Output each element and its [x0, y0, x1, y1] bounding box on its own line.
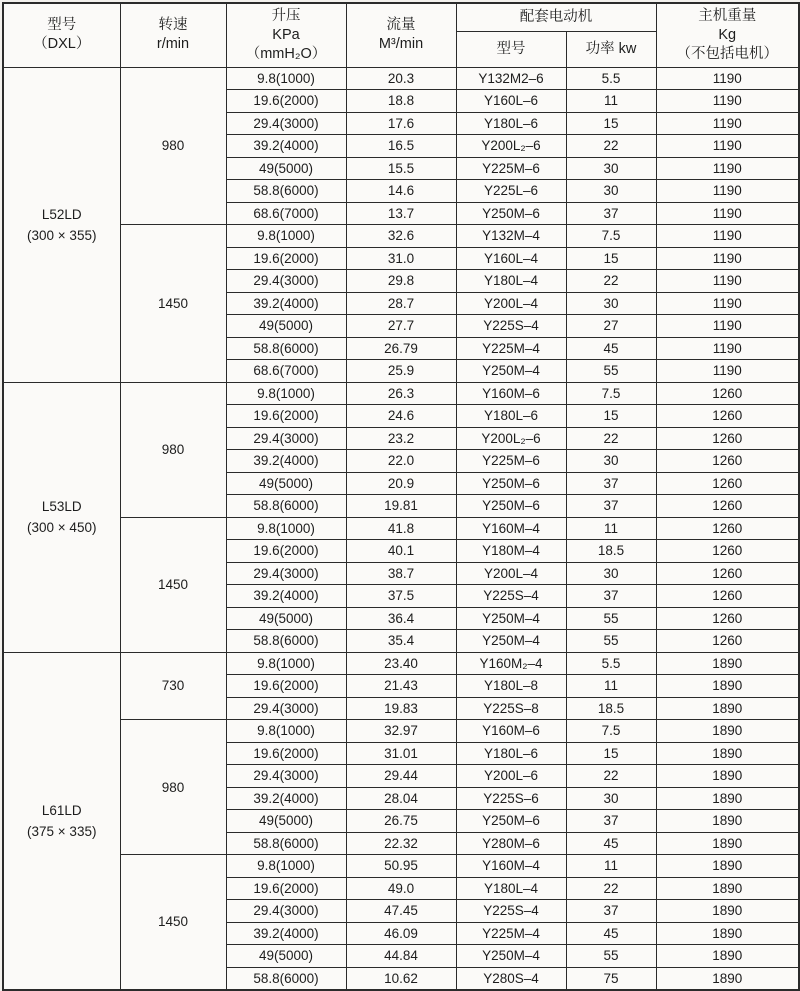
- motor-power-cell: 37: [566, 472, 656, 495]
- pressure-cell: 39.2(4000): [226, 922, 346, 945]
- speed-cell: 730: [120, 652, 226, 720]
- motor-power-cell: 22: [566, 427, 656, 450]
- pressure-cell: 19.6(2000): [226, 90, 346, 113]
- pressure-cell: 49(5000): [226, 472, 346, 495]
- motor-power-cell: 5.5: [566, 67, 656, 90]
- col-header-pressure: [226, 3, 346, 67]
- col-header-flow-line1: 流量: [386, 17, 416, 34]
- motor-power-cell: 37: [566, 202, 656, 225]
- weight-cell: 1890: [656, 922, 799, 945]
- speed-cell: 1450: [120, 225, 226, 383]
- motor-model-cell: Y225S–4: [456, 900, 566, 923]
- weight-cell: 1890: [656, 742, 799, 765]
- motor-model-cell: Y180L–6: [456, 112, 566, 135]
- motor-power-cell: 55: [566, 607, 656, 630]
- motor-power-cell: 55: [566, 360, 656, 383]
- weight-cell: 1190: [656, 202, 799, 225]
- col-header-speed: [120, 3, 226, 67]
- weight-cell: 1190: [656, 337, 799, 360]
- speed-cell: 980: [120, 382, 226, 517]
- motor-power-cell: 75: [566, 967, 656, 990]
- weight-cell: 1890: [656, 652, 799, 675]
- motor-power-cell: 30: [566, 450, 656, 473]
- pressure-cell: 39.2(4000): [226, 292, 346, 315]
- motor-power-cell: 55: [566, 630, 656, 653]
- flow-cell: 35.4: [346, 630, 456, 653]
- table-row: [3, 225, 799, 248]
- motor-power-cell: 45: [566, 922, 656, 945]
- weight-cell: 1890: [656, 945, 799, 968]
- pressure-cell: 19.6(2000): [226, 675, 346, 698]
- weight-cell: 1890: [656, 720, 799, 743]
- flow-cell: 13.7: [346, 202, 456, 225]
- motor-model-cell: Y225S–8: [456, 697, 566, 720]
- table-row: [3, 652, 799, 675]
- model-name: L52LD: [41, 206, 82, 222]
- motor-power-cell: 45: [566, 832, 656, 855]
- table-row: [3, 517, 799, 540]
- weight-cell: 1190: [656, 157, 799, 180]
- pressure-cell: 49(5000): [226, 810, 346, 833]
- motor-model-cell: Y250M–4: [456, 607, 566, 630]
- weight-cell: 1190: [656, 90, 799, 113]
- motor-model-cell: Y160M–6: [456, 720, 566, 743]
- motor-model-cell: Y225S–6: [456, 787, 566, 810]
- flow-cell: 28.7: [346, 292, 456, 315]
- weight-cell: 1190: [656, 292, 799, 315]
- motor-power-cell: 7.5: [566, 720, 656, 743]
- weight-cell: 1190: [656, 135, 799, 158]
- weight-cell: 1190: [656, 67, 799, 90]
- pressure-cell: 19.6(2000): [226, 877, 346, 900]
- motor-model-cell: Y180L–4: [456, 877, 566, 900]
- motor-model-cell: Y200L–4: [456, 292, 566, 315]
- flow-cell: 14.6: [346, 180, 456, 203]
- weight-cell: 1260: [656, 517, 799, 540]
- table-row: [3, 67, 799, 90]
- flow-cell: 24.6: [346, 405, 456, 428]
- flow-cell: 25.9: [346, 360, 456, 383]
- table-row: [3, 855, 799, 878]
- pressure-cell: 29.4(3000): [226, 697, 346, 720]
- motor-model-cell: Y200L–4: [456, 562, 566, 585]
- motor-model-cell: Y280S–4: [456, 967, 566, 990]
- flow-cell: 44.84: [346, 945, 456, 968]
- motor-model-cell: Y225M–6: [456, 450, 566, 473]
- weight-cell: 1190: [656, 315, 799, 338]
- pressure-cell: 68.6(7000): [226, 202, 346, 225]
- weight-cell: 1260: [656, 630, 799, 653]
- col-header-pressure-line1: 升压: [271, 7, 301, 24]
- pressure-cell: 9.8(1000): [226, 720, 346, 743]
- motor-model-cell: Y180L–6: [456, 742, 566, 765]
- table-row: [3, 720, 799, 743]
- motor-power-cell: 30: [566, 180, 656, 203]
- motor-model-cell: Y250M–4: [456, 360, 566, 383]
- flow-cell: 22.0: [346, 450, 456, 473]
- weight-cell: 1260: [656, 382, 799, 405]
- weight-cell: 1890: [656, 967, 799, 990]
- col-header-weight-line2: Kg: [718, 26, 737, 43]
- flow-cell: 29.8: [346, 270, 456, 293]
- motor-power-cell: 55: [566, 945, 656, 968]
- motor-model-cell: Y180L–6: [456, 405, 566, 428]
- pressure-cell: 19.6(2000): [226, 247, 346, 270]
- flow-cell: 17.6: [346, 112, 456, 135]
- motor-model-cell: Y200L₂–6: [456, 135, 566, 158]
- weight-cell: 1260: [656, 450, 799, 473]
- motor-model-cell: Y160M–6: [456, 382, 566, 405]
- motor-power-cell: 37: [566, 810, 656, 833]
- pressure-cell: 68.6(7000): [226, 360, 346, 383]
- motor-power-cell: 30: [566, 157, 656, 180]
- flow-cell: 32.6: [346, 225, 456, 248]
- flow-cell: 32.97: [346, 720, 456, 743]
- motor-power-cell: 22: [566, 765, 656, 788]
- weight-cell: 1190: [656, 112, 799, 135]
- motor-power-cell: 11: [566, 675, 656, 698]
- flow-cell: 26.75: [346, 810, 456, 833]
- flow-cell: 19.81: [346, 495, 456, 518]
- flow-cell: 27.7: [346, 315, 456, 338]
- weight-cell: 1890: [656, 787, 799, 810]
- motor-model-cell: Y160L–4: [456, 247, 566, 270]
- motor-power-cell: 22: [566, 270, 656, 293]
- model-name: L53LD: [41, 499, 82, 514]
- motor-power-cell: 15: [566, 742, 656, 765]
- col-header-model-line2: （DXL）: [33, 36, 91, 53]
- weight-cell: 1190: [656, 180, 799, 203]
- pressure-cell: 58.8(6000): [226, 495, 346, 518]
- model-cell: [3, 382, 120, 652]
- pressure-cell: 19.6(2000): [226, 742, 346, 765]
- col-header-speed-line2: r/min: [156, 36, 190, 53]
- pressure-cell: 29.4(3000): [226, 765, 346, 788]
- speed-cell: 1450: [120, 855, 226, 990]
- pressure-cell: 29.4(3000): [226, 427, 346, 450]
- motor-power-cell: 5.5: [566, 652, 656, 675]
- flow-cell: 26.79: [346, 337, 456, 360]
- motor-model-cell: Y200L–6: [456, 765, 566, 788]
- flow-cell: 46.09: [346, 922, 456, 945]
- motor-power-cell: 11: [566, 855, 656, 878]
- model-cell: [3, 652, 120, 990]
- pressure-cell: 49(5000): [226, 315, 346, 338]
- flow-cell: 23.40: [346, 652, 456, 675]
- pressure-cell: 19.6(2000): [226, 540, 346, 563]
- flow-cell: 49.0: [346, 877, 456, 900]
- pressure-cell: 9.8(1000): [226, 225, 346, 248]
- motor-model-cell: Y250M–6: [456, 202, 566, 225]
- flow-cell: 18.8: [346, 90, 456, 113]
- weight-cell: 1260: [656, 405, 799, 428]
- flow-cell: 38.7: [346, 562, 456, 585]
- weight-cell: 1260: [656, 562, 799, 585]
- motor-model-cell: Y225L–6: [456, 180, 566, 203]
- col-header-motor-power: 功率 kw: [566, 31, 656, 67]
- col-header-flow-line2: M³/min: [378, 36, 424, 53]
- col-header-flow: [346, 3, 456, 67]
- motor-power-cell: 22: [566, 877, 656, 900]
- weight-cell: 1190: [656, 270, 799, 293]
- motor-power-cell: 7.5: [566, 382, 656, 405]
- pressure-cell: 19.6(2000): [226, 405, 346, 428]
- col-header-pressure-line2: KPa: [272, 26, 300, 43]
- pressure-cell: 29.4(3000): [226, 112, 346, 135]
- pressure-cell: 29.4(3000): [226, 562, 346, 585]
- pressure-cell: 49(5000): [226, 157, 346, 180]
- motor-model-cell: Y160L–6: [456, 90, 566, 113]
- flow-cell: 36.4: [346, 607, 456, 630]
- motor-power-cell: 45: [566, 337, 656, 360]
- motor-model-cell: Y250M–6: [456, 810, 566, 833]
- motor-model-cell: Y280M–6: [456, 832, 566, 855]
- weight-cell: 1260: [656, 585, 799, 608]
- motor-model-cell: Y250M–4: [456, 945, 566, 968]
- flow-cell: 47.45: [346, 900, 456, 923]
- col-header-motor-model: 型号: [456, 31, 566, 67]
- pressure-cell: 58.8(6000): [226, 337, 346, 360]
- weight-cell: 1260: [656, 540, 799, 563]
- table-header: [3, 3, 799, 67]
- pressure-cell: 9.8(1000): [226, 652, 346, 675]
- motor-model-cell: Y180L–8: [456, 675, 566, 698]
- col-header-model-line1: 型号: [47, 17, 77, 34]
- motor-model-cell: Y160M₂–4: [456, 652, 566, 675]
- col-header-weight-line1: 主机重量: [698, 7, 757, 24]
- flow-cell: 29.44: [346, 765, 456, 788]
- motor-power-cell: 15: [566, 247, 656, 270]
- motor-model-cell: Y132M2–6: [456, 67, 566, 90]
- pressure-cell: 39.2(4000): [226, 135, 346, 158]
- weight-cell: 1890: [656, 855, 799, 878]
- pressure-cell: 29.4(3000): [226, 900, 346, 923]
- weight-cell: 1890: [656, 765, 799, 788]
- model-name: L61LD: [41, 802, 82, 818]
- pressure-cell: 58.8(6000): [226, 180, 346, 203]
- motor-model-cell: Y180L–4: [456, 270, 566, 293]
- table-body: [3, 67, 799, 990]
- pressure-cell: 39.2(4000): [226, 585, 346, 608]
- motor-power-cell: 18.5: [566, 697, 656, 720]
- model-cell: [3, 67, 120, 382]
- weight-cell: 1890: [656, 877, 799, 900]
- motor-model-cell: Y225M–4: [456, 337, 566, 360]
- model-size: (375 × 335): [27, 823, 97, 839]
- flow-cell: 20.9: [346, 472, 456, 495]
- weight-cell: 1260: [656, 495, 799, 518]
- weight-cell: 1890: [656, 697, 799, 720]
- pressure-cell: 9.8(1000): [226, 67, 346, 90]
- model-size: (300 × 450): [27, 520, 97, 535]
- motor-power-cell: 11: [566, 517, 656, 540]
- weight-cell: 1260: [656, 472, 799, 495]
- col-header-speed-line1: 转速: [158, 17, 188, 34]
- flow-cell: 16.5: [346, 135, 456, 158]
- table-row: [3, 382, 799, 405]
- motor-power-cell: 37: [566, 495, 656, 518]
- motor-power-cell: 15: [566, 112, 656, 135]
- speed-cell: 980: [120, 67, 226, 225]
- motor-model-cell: Y250M–6: [456, 495, 566, 518]
- col-header-pressure-line3: （mmH₂O）: [245, 45, 327, 62]
- flow-cell: 28.04: [346, 787, 456, 810]
- motor-power-cell: 27: [566, 315, 656, 338]
- motor-power-cell: 15: [566, 405, 656, 428]
- flow-cell: 23.2: [346, 427, 456, 450]
- pressure-cell: 9.8(1000): [226, 855, 346, 878]
- motor-model-cell: Y225M–6: [456, 157, 566, 180]
- weight-cell: 1260: [656, 607, 799, 630]
- motor-power-cell: 11: [566, 90, 656, 113]
- pressure-cell: 58.8(6000): [226, 967, 346, 990]
- pressure-cell: 58.8(6000): [226, 832, 346, 855]
- col-header-model: [3, 3, 120, 67]
- motor-model-cell: Y250M–6: [456, 472, 566, 495]
- speed-cell: 980: [120, 720, 226, 855]
- pressure-cell: 49(5000): [226, 945, 346, 968]
- speed-cell: 1450: [120, 517, 226, 652]
- pressure-cell: 39.2(4000): [226, 787, 346, 810]
- motor-power-cell: 30: [566, 787, 656, 810]
- weight-cell: 1890: [656, 810, 799, 833]
- motor-model-cell: Y225S–4: [456, 315, 566, 338]
- motor-model-cell: Y132M–4: [456, 225, 566, 248]
- weight-cell: 1260: [656, 427, 799, 450]
- weight-cell: 1890: [656, 832, 799, 855]
- pressure-cell: 29.4(3000): [226, 270, 346, 293]
- flow-cell: 21.43: [346, 675, 456, 698]
- flow-cell: 31.0: [346, 247, 456, 270]
- flow-cell: 26.3: [346, 382, 456, 405]
- flow-cell: 40.1: [346, 540, 456, 563]
- model-size: (300 × 355): [27, 227, 97, 243]
- flow-cell: 22.32: [346, 832, 456, 855]
- motor-model-cell: Y250M–4: [456, 630, 566, 653]
- motor-power-cell: 37: [566, 585, 656, 608]
- motor-model-cell: Y225S–4: [456, 585, 566, 608]
- motor-power-cell: 7.5: [566, 225, 656, 248]
- pressure-cell: 9.8(1000): [226, 382, 346, 405]
- flow-cell: 31.01: [346, 742, 456, 765]
- motor-power-cell: 18.5: [566, 540, 656, 563]
- flow-cell: 19.83: [346, 697, 456, 720]
- pressure-cell: 49(5000): [226, 607, 346, 630]
- fan-spec-table: [2, 2, 800, 991]
- motor-power-cell: 22: [566, 135, 656, 158]
- flow-cell: 37.5: [346, 585, 456, 608]
- weight-cell: 1890: [656, 900, 799, 923]
- motor-model-cell: Y200L₂–6: [456, 427, 566, 450]
- pressure-cell: 58.8(6000): [226, 630, 346, 653]
- motor-power-cell: 37: [566, 900, 656, 923]
- flow-cell: 20.3: [346, 67, 456, 90]
- header-row: [3, 3, 799, 31]
- col-header-weight-line3: （不包括电机）: [676, 45, 778, 62]
- motor-power-cell: 30: [566, 562, 656, 585]
- motor-model-cell: Y160M–4: [456, 855, 566, 878]
- pressure-cell: 9.8(1000): [226, 517, 346, 540]
- col-header-motor-group: 配套电动机: [456, 3, 656, 31]
- flow-cell: 15.5: [346, 157, 456, 180]
- flow-cell: 50.95: [346, 855, 456, 878]
- weight-cell: 1190: [656, 247, 799, 270]
- pressure-cell: 39.2(4000): [226, 450, 346, 473]
- flow-cell: 10.62: [346, 967, 456, 990]
- motor-model-cell: Y225M–4: [456, 922, 566, 945]
- weight-cell: 1190: [656, 225, 799, 248]
- weight-cell: 1890: [656, 675, 799, 698]
- col-header-weight: [656, 3, 799, 67]
- motor-model-cell: Y160M–4: [456, 517, 566, 540]
- weight-cell: 1190: [656, 360, 799, 383]
- flow-cell: 41.8: [346, 517, 456, 540]
- motor-model-cell: Y180M–4: [456, 540, 566, 563]
- motor-power-cell: 30: [566, 292, 656, 315]
